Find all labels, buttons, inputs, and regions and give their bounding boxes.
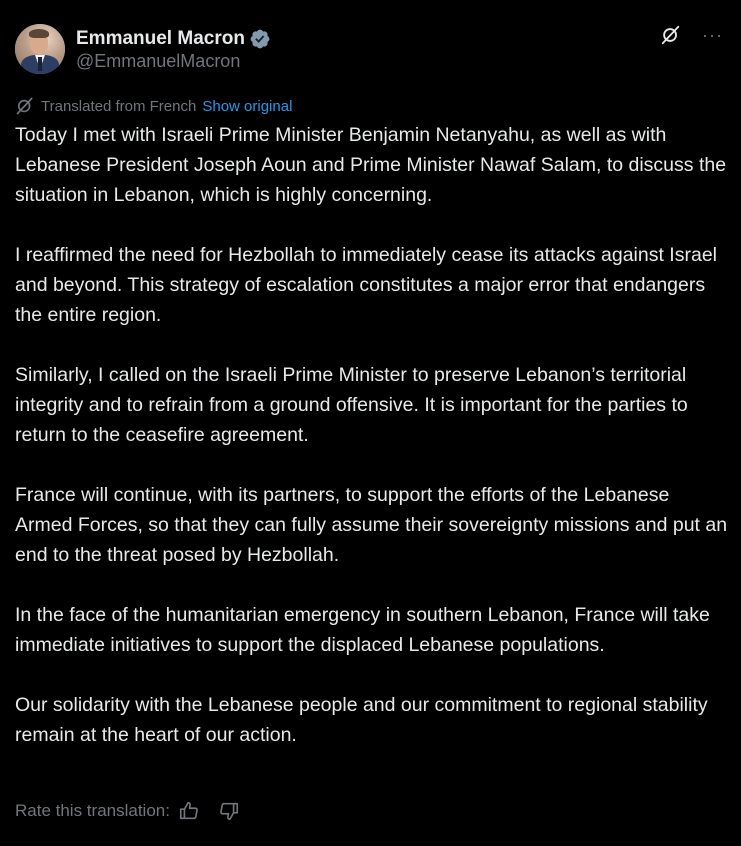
tweet-paragraph: Today I met with Israeli Prime Minister Benjamin Netanyahu, as well as with Lebanese President Joseph Aoun and Prime Minister Nawaf Salam, to discuss the situation in Lebanon, which is highly concerning. bbox=[15, 124, 727, 206]
thumbs-down-icon[interactable] bbox=[218, 800, 240, 822]
rate-translation-label: Rate this translation: bbox=[15, 801, 170, 820]
translated-from-label: Translated from French bbox=[41, 97, 197, 115]
verified-badge-icon[interactable] bbox=[249, 28, 271, 50]
grok-icon[interactable] bbox=[660, 24, 682, 46]
tweet-paragraph: In the face of the humanitarian emergency in southern Lebanon, France will take immediate initiatives to support the displaced Lebanese populations. bbox=[15, 604, 710, 656]
thumbs-up-icon[interactable] bbox=[178, 800, 200, 822]
display-name[interactable]: Emmanuel Macron bbox=[76, 27, 245, 49]
handle[interactable]: @EmmanuelMacron bbox=[76, 50, 241, 71]
tweet-paragraph: France will continue, with its partners, to support the efforts of the Lebanese Armed Forces, so that they can fully assume their sovereignty missions and put an end to the threat posed by Hezbollah. bbox=[15, 484, 728, 566]
translation-bar bbox=[15, 96, 292, 116]
grok-translate-icon bbox=[15, 96, 35, 116]
avatar[interactable] bbox=[15, 24, 65, 74]
tweet-paragraph: Our solidarity with the Lebanese people and our commitment to regional stability remain at the heart of our action. bbox=[15, 694, 708, 746]
rate-translation bbox=[15, 800, 240, 822]
tweet-header bbox=[15, 24, 271, 74]
tweet-paragraph: I reaffirmed the need for Hezbollah to immediately cease its attacks against Israel and beyond. This strategy of escalation constitutes a major error that endangers the entire region. bbox=[15, 244, 717, 326]
more-options-icon[interactable]: ··· bbox=[702, 25, 723, 45]
author-info bbox=[76, 27, 271, 72]
tweet-paragraph: Similarly, I called on the Israeli Prime Minister to preserve Lebanon’s territorial integrity and to refrain from a ground offensive. It is important for the parties to return to the ceasefire agreement. bbox=[15, 364, 688, 446]
show-original-link[interactable]: Show original bbox=[202, 97, 293, 115]
tweet-text bbox=[15, 120, 730, 780]
tweet-top-actions bbox=[660, 24, 723, 46]
